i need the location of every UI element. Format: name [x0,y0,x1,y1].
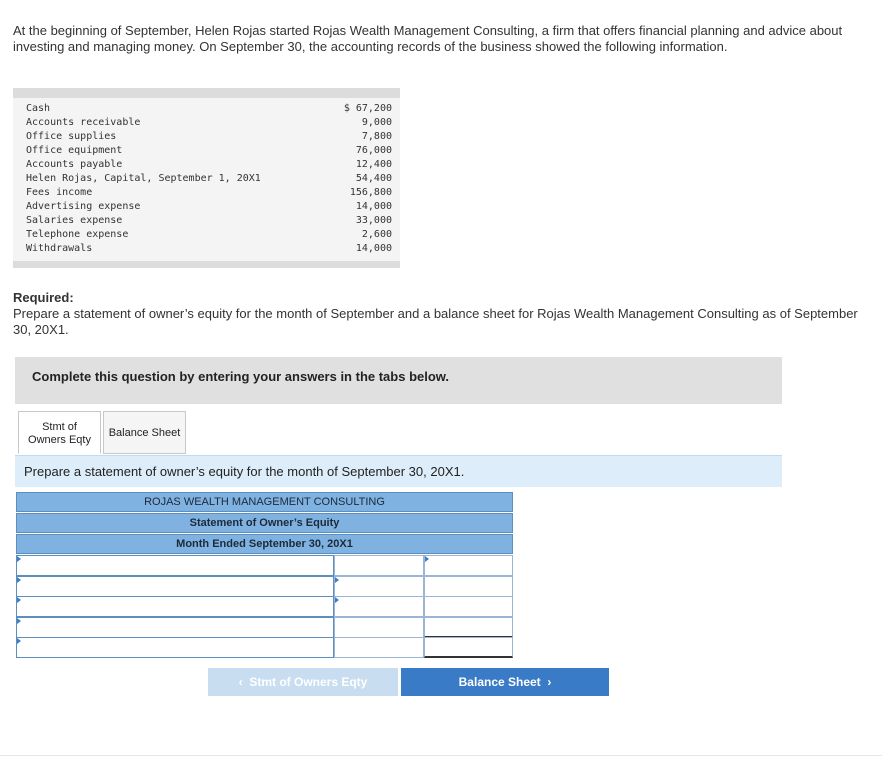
tab-prompt-bar [15,455,782,487]
cell-dropdown-marker-icon [17,638,21,644]
account-value: 14,000 [355,243,392,254]
account-label: Salaries expense [26,215,123,226]
cell-marker-icon [335,577,339,583]
account-label: Helen Rojas, Capital, September 1, 20X1 [26,173,261,184]
tab-stmt-owners-equity[interactable] [18,411,101,454]
next-tab-label: Balance Sheet [458,675,541,689]
account-row [26,214,392,228]
statement-line-name-input[interactable] [16,637,334,658]
required-heading: Required: [13,290,74,305]
statement-amount2-input[interactable] [424,637,513,658]
statement-line-name-input[interactable] [16,596,334,617]
statement-company-header: ROJAS WEALTH MANAGEMENT CONSULTING [16,492,513,512]
chevron-left-icon: ‹ [238,675,243,689]
prev-tab-label: Stmt of Owners Eqty [249,675,368,689]
account-value: $ 67,200 [343,103,392,114]
cell-marker-icon [335,597,339,603]
cell-dropdown-marker-icon [17,618,21,624]
cell-dropdown-marker-icon [17,556,21,562]
account-row [26,172,392,186]
statement-amount1-input[interactable] [334,637,424,658]
statement-amount1-input[interactable] [334,555,424,576]
required-text: Prepare a statement of owner’s equity for the month of September and a balance sheet for Rojas Wealth Management Consulting as of September 30, 20X1. [13,306,858,337]
tab-balance-sheet[interactable]: Balance Sheet [103,411,186,454]
account-row [26,158,392,172]
account-label: Office supplies [26,131,117,142]
statement-amount2-input[interactable] [424,576,513,597]
account-row [26,228,392,242]
cell-marker-icon [425,556,429,562]
account-row [26,116,392,130]
statement-line-name-input[interactable] [16,555,334,576]
statement-period-header: Month Ended September 30, 20X1 [16,534,513,554]
statement-amount2-input[interactable] [424,555,513,576]
account-label: Cash [26,103,51,114]
account-label: Advertising expense [26,201,141,212]
next-tab-button[interactable] [401,668,609,696]
statement-amount2-input[interactable] [424,596,513,617]
account-row [26,186,392,200]
account-row [26,144,392,158]
statement-line-name-input[interactable] [16,576,334,597]
account-label: Accounts receivable [26,117,141,128]
account-value: 76,000 [355,145,392,156]
cell-dropdown-marker-icon [17,577,21,583]
tab-label-line1: Stmt of [42,421,77,433]
statement-line-name-input[interactable] [16,617,334,638]
footer-divider [0,755,882,756]
account-label: Accounts payable [26,159,123,170]
statement-amount1-input[interactable] [334,596,424,617]
instructions-banner [15,357,782,404]
account-value: 14,000 [355,201,392,212]
account-value: 9,000 [361,117,392,128]
statement-amount1-input[interactable] [334,617,424,638]
chevron-right-icon: › [547,675,552,689]
account-value: 2,600 [361,229,392,240]
account-value: 12,400 [355,159,392,170]
statement-amount2-input[interactable] [424,617,513,638]
tab-prompt-text: Prepare a statement of owner’s equity for the month of September 30, 20X1. [24,464,465,479]
problem-intro: At the beginning of September, Helen Rojas started Rojas Wealth Management Consulting, a firm that offers financial planning and advice about investing and managing money. On September 30, the accounting records of the business showed the following information. [13,23,843,54]
account-label: Withdrawals [26,243,93,254]
account-row [26,242,392,256]
account-row [26,102,392,116]
cell-dropdown-marker-icon [17,597,21,603]
account-label: Office equipment [26,145,123,156]
account-value: 7,800 [361,131,392,142]
tab-label-line2: Owners Eqty [28,434,91,446]
account-label: Fees income [26,187,93,198]
instructions-text: Complete this question by entering your answers in the tabs below. [32,369,450,384]
account-value: 33,000 [355,215,392,226]
statement-title-header: Statement of Owner’s Equity [16,513,513,533]
account-row [26,130,392,144]
account-value: 54,400 [355,173,392,184]
prev-tab-button[interactable] [208,668,398,696]
statement-amount1-input[interactable] [334,576,424,597]
account-value: 156,800 [349,187,392,198]
account-row [26,200,392,214]
account-label: Telephone expense [26,229,129,240]
